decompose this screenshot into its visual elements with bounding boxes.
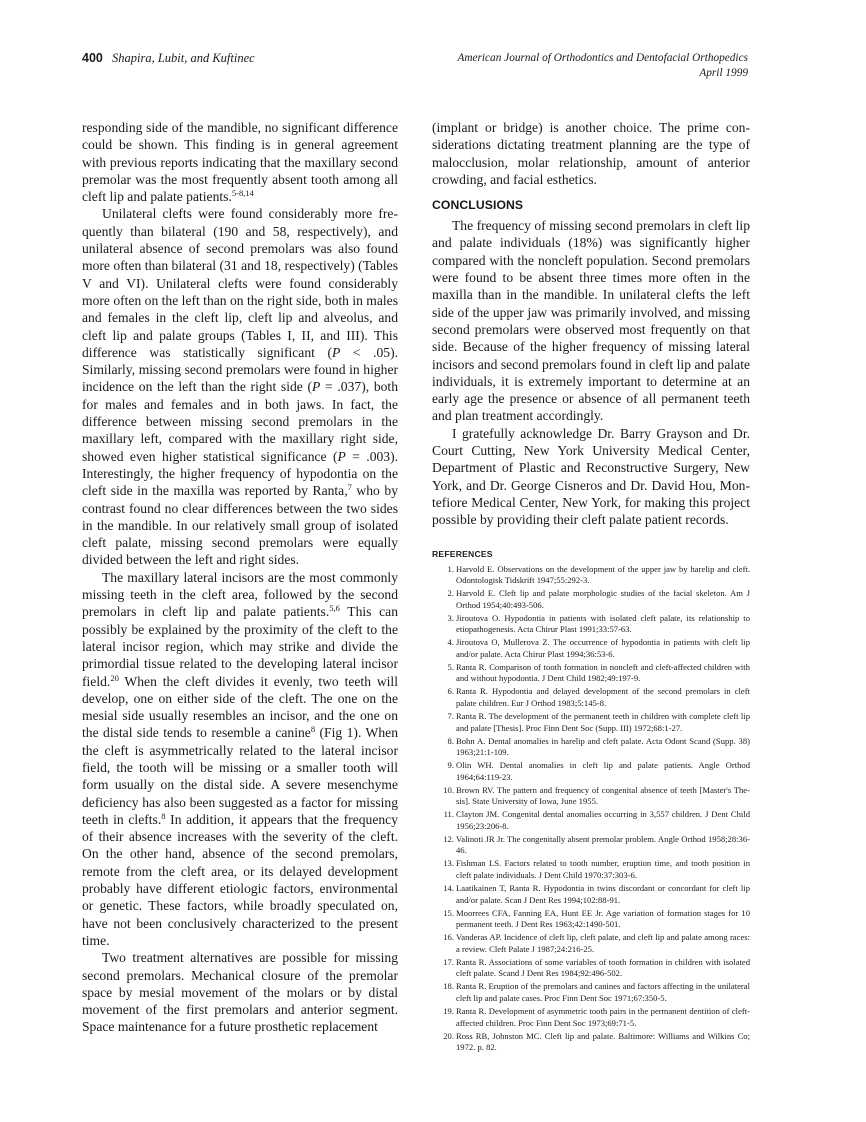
- reference-number: 6.: [447, 686, 454, 697]
- reference-text: Harvold E. Cleft lip and palate morphologic studies of the facial skeleton. Am J Orthod 1954;40:493-506.: [456, 588, 750, 610]
- text-run: = .003). Interestingly, the higher frequency of hypodontia on the cleft side in the maxilla was reported by Ranta,: [82, 448, 399, 499]
- reference-number: 20.: [443, 1030, 454, 1041]
- reference-number: 11.: [443, 809, 454, 820]
- reference-text: Laatikainen T, Ranta R. Hypodontia in twins discordant or concordant for cleft lip and/or palate. Scan J Dent Res 1994;102:88-91.: [456, 883, 750, 905]
- citation-superscript: 8: [161, 810, 166, 821]
- reference-text: Bohn A. Dental anomalies in harelip and cleft palate. Acta Odont Scand (Supp. 38) 1963;21:1-109.: [456, 735, 750, 758]
- italic-symbol: P: [337, 448, 346, 464]
- reference-item: [432, 1006, 750, 1029]
- reference-item: [432, 785, 750, 808]
- reference-number: 7.: [447, 711, 454, 721]
- reference-item: [432, 834, 750, 857]
- reference-text: Ross RB, Johnston MC. Cleft lip and palate. Baltimore: Williams and Wilkins Co; 1972. p. 82.: [456, 1030, 750, 1053]
- body-paragraph: [82, 119, 398, 205]
- reference-text: Ranta R. Comparison of tooth formation in noncleft and cleft-affected children with and without hypodontia. J Dent Child 1982;49:197-9.: [456, 661, 750, 684]
- text-run: Unilateral clefts were found considerably more frequently than bilateral (190 and 58, respectively), and unilateral absence of second premolars was also found more often than bilateral (31 and 18, respectively) (Tables V and VI). Unilateral clefts were found considerably more often on the left than on the right side, both in males and females in the cleft lip, cleft lip and alveolus, and cleft lip and palate groups (Tables I, II, and III). This difference was statistically significant (: [82, 206, 398, 360]
- reference-number: 9.: [447, 760, 454, 771]
- running-header-right: [457, 51, 748, 81]
- reference-number: 19.: [443, 1005, 454, 1016]
- text-run: The maxillary lateral incisors are the most commonly missing teeth in the cleft area, followed by the second premolars in cleft lip and palate patients.: [82, 569, 398, 620]
- running-authors: Shapira, Lubit, and Kuftinec: [111, 51, 255, 65]
- reference-text: Moorrees CFA, Fanning EA, Hunt EE Jr. Age variation of formation stages for 10 permanent teeth. J Dent Res 1963;42:1490-501.: [456, 907, 750, 930]
- left-column: [82, 119, 398, 1036]
- reference-text: Ranta R. Development of asymmetric tooth pairs in the permanent dentition of cleft-affected children. Proc Finn Dent Soc 1973;69:71-5.: [456, 1005, 750, 1028]
- reference-item: [432, 736, 750, 759]
- reference-text: Ranta R. The development of the permanent teeth in children with complete cleft lip and palate [Thesis]. Proc Finn Dent Soc (Supp. III) 1972;68:1-27.: [456, 711, 750, 733]
- reference-number: 14.: [443, 883, 454, 894]
- text-run: < .05). Similarly, missing second premolars were found in higher incidence on the left than the right side (: [82, 344, 398, 395]
- italic-symbol: P: [312, 379, 321, 395]
- reference-number: 8.: [447, 735, 454, 746]
- references-list: [432, 564, 750, 1054]
- reference-item: [432, 686, 750, 709]
- reference-text: Clayton JM. Congenital dental anomalies occurring in 3,557 children. J Dent Child 1956;23:206-8.: [456, 809, 750, 831]
- reference-number: 15.: [443, 907, 454, 918]
- reference-item: [432, 858, 750, 881]
- reference-number: 2.: [447, 588, 454, 599]
- reference-number: 4.: [447, 637, 454, 648]
- citation-superscript: 5,6: [329, 603, 340, 614]
- reference-item: [432, 981, 750, 1004]
- reference-text: Ranta R. Eruption of the premolars and canines and factors affecting in the unilateral cleft lip and palate cases. Proc Finn Dent Soc 1971;67:350-5.: [456, 981, 750, 1003]
- running-header-left: [82, 51, 255, 66]
- reference-item: [432, 908, 750, 931]
- reference-text: Vanderas AP. Incidence of cleft lip, cleft palate, and cleft lip and palate among races: a review. Cleft Palate J 1987;24:216-25.: [456, 932, 750, 954]
- conclusions-heading: CONCLUSIONS: [432, 198, 524, 213]
- reference-text: Jiroutova O, Mullerova Z. The occurrence of hypodontia in patients with cleft lip and/or palate. Acta Chirur Plast 1994;36:53-6.: [456, 637, 750, 659]
- text-run: Two treatment alternatives are possible for missing second premolars. Mechanical closure of the premolar space by mesial movement of the molars or by distal movement of the first premolars and anterior segment. Space maintenance for a future prosthetic replacement: [82, 950, 398, 1035]
- reference-number: 18.: [443, 981, 454, 992]
- reference-number: 1.: [447, 563, 454, 574]
- body-paragraph: [82, 205, 398, 568]
- journal-title: American Journal of Orthodontics and Dentofacial Orthopedics: [457, 52, 748, 64]
- reference-item: [432, 760, 750, 783]
- body-paragraph: [82, 569, 398, 950]
- continuation-paragraph: (implant or bridge) is another choice. The prime considerations dictating treatment planning are the type of malocclusion, molar relationship, amount of anterior crowding, and facial esthetics.: [432, 120, 750, 187]
- conclusions-paragraph: The frequency of missing second premolars in cleft lip and palate individuals (18%) was significantly higher compared with the noncleft population. Second premolars were found to be absent three times more often in the maxilla than in the mandible. In unilateral clefts the left side of the upper jaw was primarily involved, and missing second premolars were observed most frequently on that side. Because of the higher frequency of missing lateral incisors and second premolars found in cleft lip and palate individuals, it is extremely important to determine at an early age the presence or absence of all permanent teeth and plan treatment accordingly.: [432, 218, 750, 424]
- reference-item: [432, 637, 750, 660]
- reference-item: [432, 588, 750, 611]
- citation-superscript: 7: [347, 482, 352, 493]
- reference-number: 12.: [443, 833, 454, 844]
- reference-item: [432, 809, 750, 832]
- reference-text: Fishman LS. Factors related to tooth number, eruption time, and tooth position in cleft palate individuals. J Dent Child 1970:37:303-6.: [456, 858, 750, 881]
- reference-number: 17.: [443, 956, 454, 967]
- reference-number: 3.: [447, 612, 454, 623]
- issue-date: April 1999: [699, 67, 748, 79]
- reference-text: Ranta R. Associations of some variables of tooth formation in children with isolated cleft palate. Scand J Dent Res 1984;92:496-502.: [456, 956, 750, 979]
- reference-item: [432, 957, 750, 980]
- body-paragraph: [82, 949, 398, 1035]
- reference-number: 5.: [447, 661, 454, 672]
- citation-superscript: 20: [110, 672, 119, 683]
- reference-item: [432, 662, 750, 685]
- reference-item: [432, 932, 750, 955]
- reference-number: 10.: [443, 784, 454, 795]
- citation-superscript: 5-8,14: [231, 188, 254, 199]
- reference-text: Ranta R. Hypodontia and delayed development of the second premolars in cleft palate children. Eur J Orthod 1983;5:145-8.: [456, 686, 750, 709]
- reference-text: Jiroutova O. Hypodontia in patients with isolated cleft palate, its relationship to etiopathogenesis. Acta Chirur Plast 1991;33:57-63.: [456, 612, 750, 635]
- reference-text: Harvold E. Observations on the development of the upper jaw by harelip and cleft. Odontologisk Tidskrift 1947;55:292-3.: [456, 563, 750, 586]
- page-number: 400: [82, 51, 103, 65]
- reference-number: 16.: [443, 932, 454, 943]
- reference-text: Olin WH. Dental anomalies in cleft lip and palate patients. Angle Orthod 1964;64:119-23.: [456, 760, 750, 782]
- text-run: = .037), both for males and females and in both jaws. In fact, the difference between missing second premolars in the maxillary left, compared with the maxillary right side, showed even higher statistical significance (: [82, 379, 398, 464]
- reference-item: [432, 564, 750, 587]
- text-run: In addition, it appears that the frequency of their absence increases with the severity of the cleft. On the other hand, absence of the second premolars, remote from the cleft area, or its delayed development probably have different etiologic factors, environmental or genetic. These factors, while broadly speculated on, have not been conclusively characterized to the present time.: [82, 811, 398, 948]
- references-heading: REFERENCES: [432, 548, 493, 559]
- right-column: [432, 119, 750, 1055]
- italic-symbol: P: [332, 344, 341, 360]
- acknowledgment-paragraph: I gratefully acknowledge Dr. Barry Grayson and Dr. Court Cutting, New York University Medical Center, Department of Plastic and Reconstructive Surgery, New York, and Dr. George Cisneros and Dr. David Hou, Montefiore Medical Center, New York, for making this project possible by providing their cleft palate patient records.: [432, 425, 750, 528]
- reference-item: [432, 613, 750, 636]
- text-run: This can possibly be explained by the proximity of the cleft to the lateral incisor region, which may strike and divide the primordial tissue related to the developing lateral incisor field.: [82, 604, 398, 689]
- reference-text: Brown RV. The pattern and frequency of congenital absence of teeth [Master's Thesis]. State University of Iowa, June 1955.: [456, 784, 750, 807]
- citation-superscript: 8: [310, 724, 316, 735]
- text-run: (Fig 1). When the cleft is asymmetrically related to the lateral incisor field, the tooth will be missing or a smaller tooth will form usually on the distal side. A severe mesenchyme deficiency has also been suggested as a factor for missing teeth in clefts.: [82, 725, 398, 827]
- reference-item: [432, 711, 750, 734]
- reference-item: [432, 1031, 750, 1054]
- text-run: who by contrast found no clear differences between the two sides in the mandible. In our relatively small group of isolated cleft palate, missing second premolars were equally divided between the left and right sides.: [82, 483, 399, 568]
- reference-number: 13.: [443, 858, 454, 869]
- text-run: responding side of the mandible, no significant difference could be shown. This finding is in general agreement with previous reports indicating that the maxillary second premolar was the most frequently absent tooth among all cleft lip and palate patients.: [82, 120, 398, 205]
- text-run: When the cleft divides it evenly, two teeth will develop, one on either side of the cleft. The one on the mesial side usually resembles an incisor, and the one on the distal side tends to resemble a canine: [82, 673, 398, 741]
- reference-item: [432, 883, 750, 906]
- reference-text: Valinoti JR Jr. The congenitally absent premolar problem. Angle Orthod 1958;28:36-46.: [456, 833, 750, 856]
